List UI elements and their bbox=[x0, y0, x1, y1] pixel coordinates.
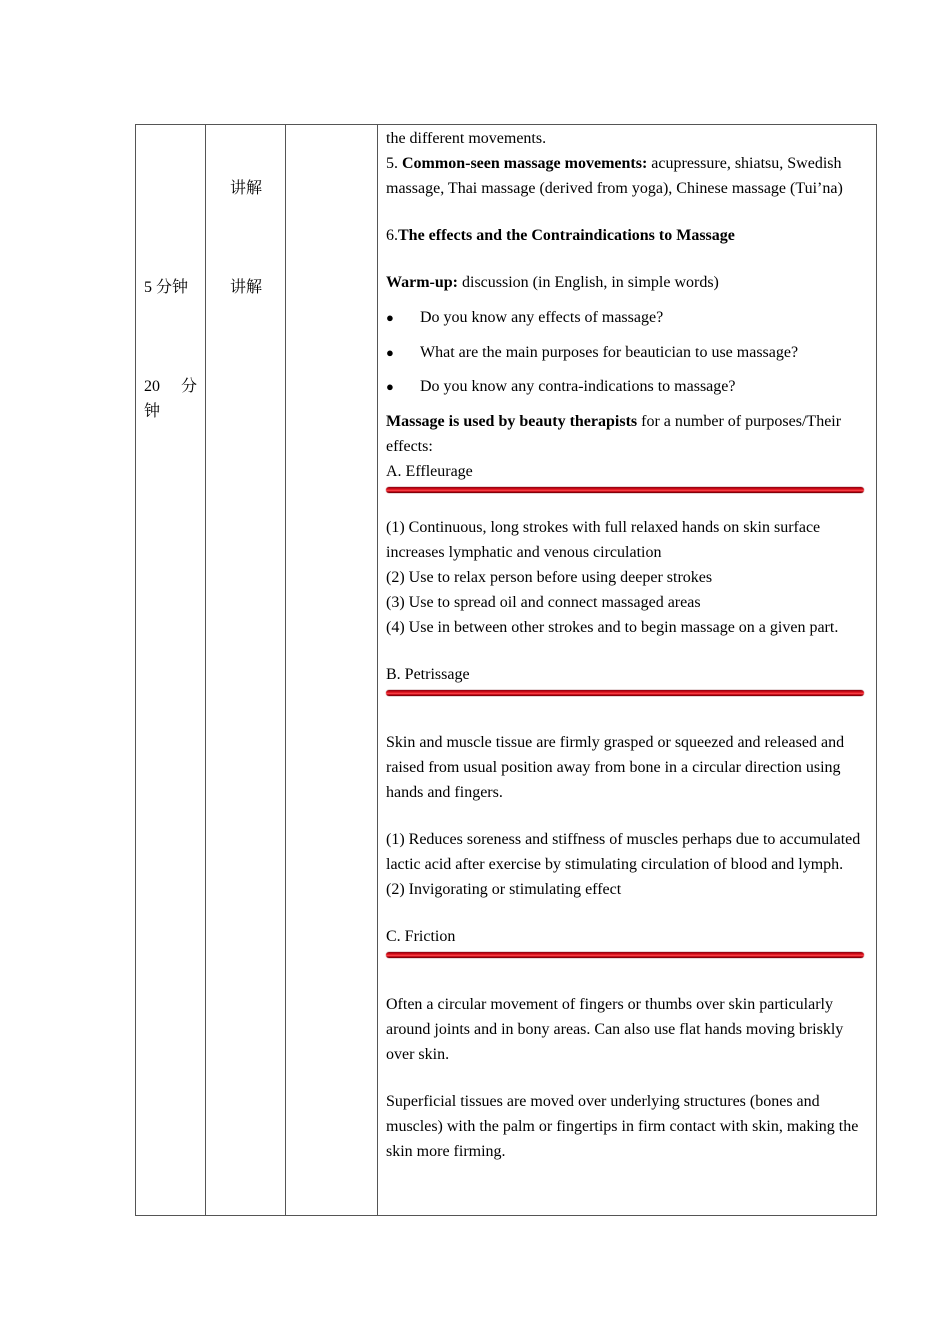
petrissage-line: (1) Reduces soreness and stiffness of muscles perhaps due to accumulated lactic acid after exercise by stimulating circulation of blood and lymph. bbox=[386, 830, 861, 873]
warm-up: Warm-up: discussion (in English, in simple words) bbox=[386, 274, 719, 291]
lesson-content bbox=[386, 125, 871, 1164]
method-lecture-2: 讲解 bbox=[230, 279, 263, 296]
purposes-intro: Massage is used by beauty therapists for a number of purposes/Their effects: bbox=[386, 412, 842, 455]
petrissage-description: Skin and muscle tissue are firmly grasped or squeezed and released and raised from usual position away from bone in a circular direction using hands and fingers. bbox=[386, 733, 845, 801]
petrissage-title: B. Petrissage bbox=[386, 665, 470, 683]
friction-title: C. Friction bbox=[386, 927, 456, 945]
time-20-number: 20 bbox=[144, 378, 160, 395]
column-divider bbox=[205, 125, 206, 1215]
list-item: ● Do you know any effects of massage? bbox=[386, 305, 871, 330]
bullet-icon: ● bbox=[386, 344, 394, 360]
method-lecture-1: 讲解 bbox=[230, 180, 263, 197]
effleurage-line: (2) Use to relax person before using deeper strokes bbox=[386, 568, 713, 586]
continued-text: the different movements. bbox=[386, 130, 547, 147]
friction-description: Superficial tissues are moved over underlying structures (bones and muscles) with the palm or fingertips in firm contact with skin, making the skin more firming. bbox=[386, 1092, 859, 1160]
lesson-plan-table bbox=[135, 124, 877, 1216]
bullet-icon: ● bbox=[386, 379, 394, 394]
time-5-minutes: 5 分钟 bbox=[144, 279, 189, 296]
time-20-zhong: 钟 bbox=[144, 403, 161, 420]
effleurage-line: (1) Continuous, long strokes with full relaxed hands on skin surface increases lymphatic and venous circulation bbox=[386, 518, 821, 561]
effleurage-line: (4) Use in between other strokes and to begin massage on a given part. bbox=[386, 618, 839, 636]
effleurage-line: (3) Use to spread oil and connect massaged areas bbox=[386, 593, 701, 611]
column-divider bbox=[285, 125, 286, 1215]
list-item: ● Do you know any contra-indications to massage? bbox=[386, 374, 871, 399]
effleurage-title: A. Effleurage bbox=[386, 462, 473, 480]
bullet-icon: ● bbox=[386, 310, 394, 325]
petrissage-line: (2) Invigorating or stimulating effect bbox=[386, 880, 622, 898]
section-6-heading: 6.The effects and the Contraindications to Massage bbox=[386, 227, 735, 244]
section-5-heading: Common-seen massage movements: bbox=[402, 155, 648, 172]
list-item: ● What are the main purposes for beautician to use massage? bbox=[386, 340, 871, 365]
time-20-fen: 分 bbox=[181, 378, 198, 395]
section-5: 5. Common-seen massage movements: acupressure, shiatsu, Swedish massage, Thai massage (derived from yoga), Chinese massage (Tui’na) bbox=[386, 155, 843, 197]
column-divider bbox=[377, 125, 378, 1215]
friction-description: Often a circular movement of fingers or thumbs over skin particularly around joints and in bony areas. Can also use flat hands moving briskly over skin. bbox=[386, 995, 844, 1063]
